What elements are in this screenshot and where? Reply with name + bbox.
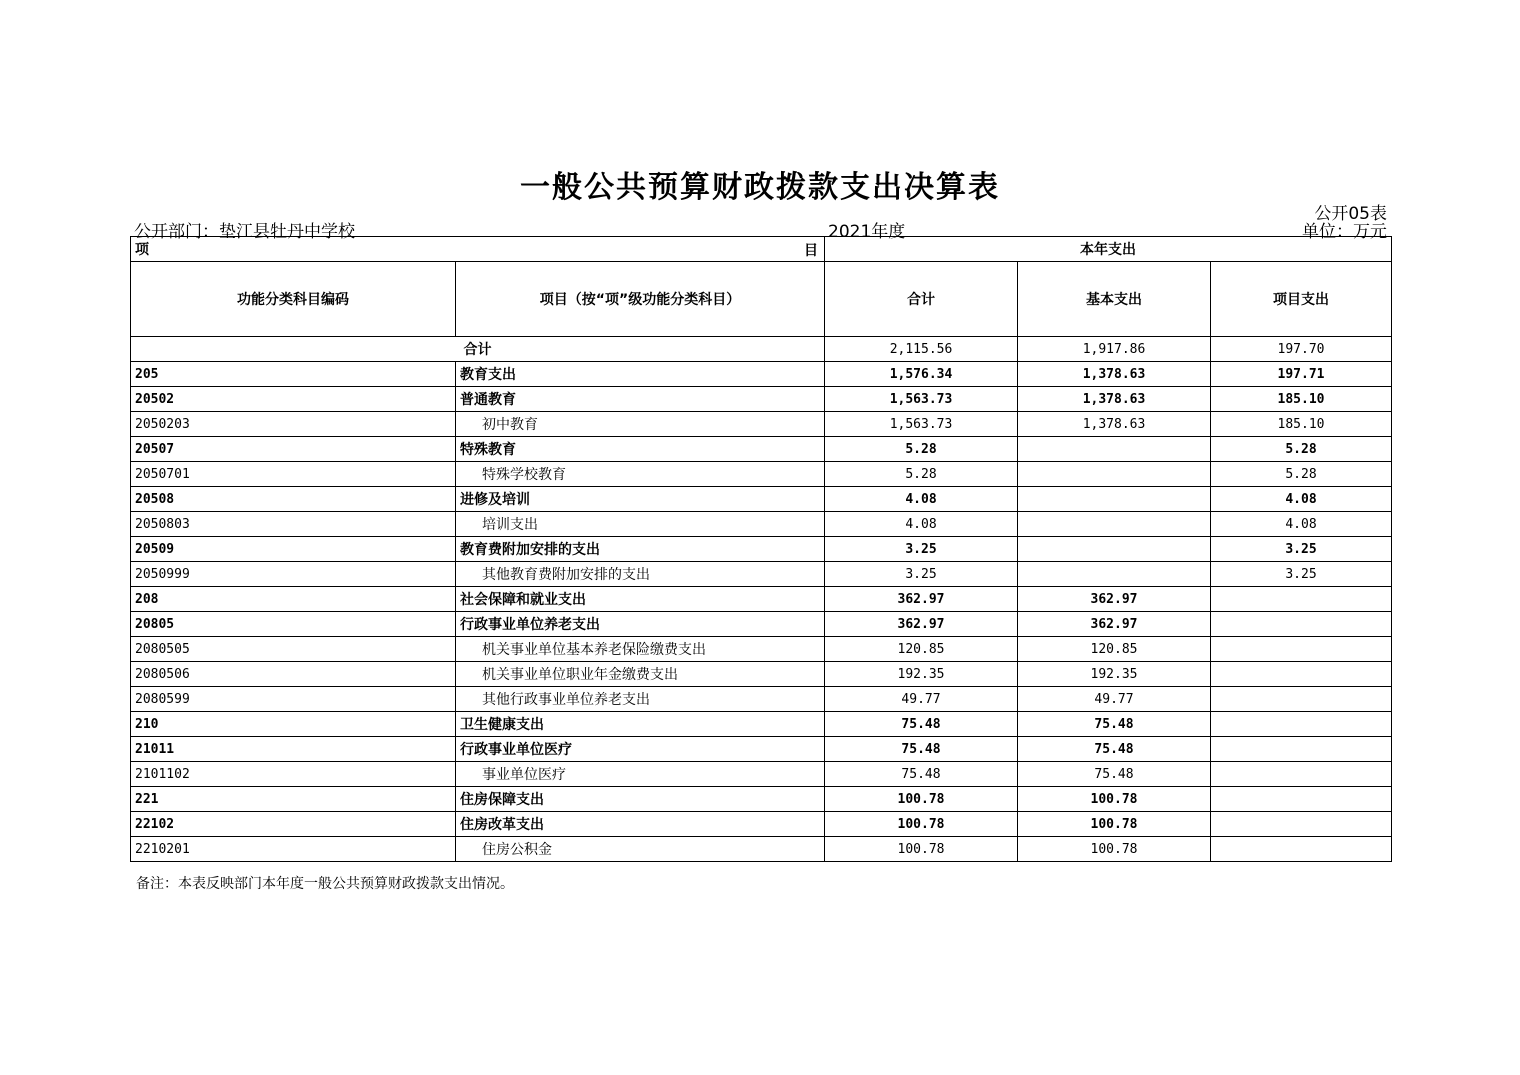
row-code: 21011: [131, 737, 456, 762]
row-code: 20502: [131, 387, 456, 412]
row-total: 1,563.73: [825, 387, 1018, 412]
unit-label: 单位：万元: [1302, 222, 1387, 242]
row-basic: [1018, 562, 1211, 587]
row-project: 3.25: [1211, 562, 1392, 587]
row-total: 362.97: [825, 587, 1018, 612]
row-basic: 49.77: [1018, 687, 1211, 712]
row-project: 197.71: [1211, 362, 1392, 387]
row-name: 其他行政事业单位养老支出: [456, 687, 825, 712]
row-name: 教育支出: [456, 362, 825, 387]
row-name: 卫生健康支出: [456, 712, 825, 737]
row-total: 192.35: [825, 662, 1018, 687]
row-project: [1211, 812, 1392, 837]
table-row: [131, 762, 1392, 787]
table-row: [131, 687, 1392, 712]
table-row: [131, 512, 1392, 537]
row-project: [1211, 587, 1392, 612]
row-name: 住房保障支出: [456, 787, 825, 812]
header-name: 项目（按“项”级功能分类科目）: [456, 262, 825, 337]
row-name: 普通教育: [456, 387, 825, 412]
row-project: [1211, 612, 1392, 637]
row-code: 2050203: [131, 412, 456, 437]
row-project: [1211, 637, 1392, 662]
row-name: 初中教育: [456, 412, 825, 437]
header-item-right: 目: [804, 243, 818, 259]
row-project: [1211, 662, 1392, 687]
row-total: 49.77: [825, 687, 1018, 712]
row-basic: 75.48: [1018, 737, 1211, 762]
expenditure-table: [130, 236, 1392, 862]
row-code: 20508: [131, 487, 456, 512]
table-row: [131, 812, 1392, 837]
header-row-2: [131, 262, 1392, 337]
row-basic: 1,378.63: [1018, 387, 1211, 412]
row-code: 208: [131, 587, 456, 612]
row-total: 362.97: [825, 612, 1018, 637]
row-basic: [1018, 537, 1211, 562]
table-row: [131, 737, 1392, 762]
row-name: 住房公积金: [456, 837, 825, 862]
table-row: [131, 612, 1392, 637]
row-code: 205: [131, 362, 456, 387]
row-code: 2050803: [131, 512, 456, 537]
row-total: 100.78: [825, 787, 1018, 812]
table-row: [131, 387, 1392, 412]
header-project: 项目支出: [1211, 262, 1392, 337]
row-total: 5.28: [825, 462, 1018, 487]
row-basic: 100.78: [1018, 812, 1211, 837]
table-row: [131, 837, 1392, 862]
row-code: 2080599: [131, 687, 456, 712]
row-name: 培训支出: [456, 512, 825, 537]
row-project: 5.28: [1211, 462, 1392, 487]
row-project: [1211, 762, 1392, 787]
row-basic: 192.35: [1018, 662, 1211, 687]
row-code: 20509: [131, 537, 456, 562]
total-row-total: 2,115.56: [825, 337, 1018, 362]
row-code: 221: [131, 787, 456, 812]
row-code: 210: [131, 712, 456, 737]
row-total: 75.48: [825, 712, 1018, 737]
total-row-project: 197.70: [1211, 337, 1392, 362]
table-row: [131, 587, 1392, 612]
table-row: [131, 712, 1392, 737]
row-total: 5.28: [825, 437, 1018, 462]
row-project: 185.10: [1211, 387, 1392, 412]
form-number: 公开05表: [1314, 204, 1387, 224]
row-total: 3.25: [825, 537, 1018, 562]
row-basic: [1018, 462, 1211, 487]
row-basic: 75.48: [1018, 762, 1211, 787]
row-total: 100.78: [825, 812, 1018, 837]
header-current-year: 本年支出: [825, 237, 1392, 262]
row-code: 2080506: [131, 662, 456, 687]
row-name: 住房改革支出: [456, 812, 825, 837]
table-row: [131, 487, 1392, 512]
row-name: 其他教育费附加安排的支出: [456, 562, 825, 587]
page-title: 一般公共预算财政拨款支出决算表: [520, 170, 1000, 205]
row-name: 教育费附加安排的支出: [456, 537, 825, 562]
row-total: 3.25: [825, 562, 1018, 587]
row-code: 20507: [131, 437, 456, 462]
table-row: [131, 412, 1392, 437]
year-label: 2021年度: [828, 222, 906, 242]
table-row: [131, 537, 1392, 562]
department-label: 公开部门：垫江县牡丹中学校: [134, 222, 355, 242]
row-project: 185.10: [1211, 412, 1392, 437]
header-row-1: [131, 237, 1392, 262]
row-basic: [1018, 512, 1211, 537]
row-name: 特殊教育: [456, 437, 825, 462]
row-name: 进修及培训: [456, 487, 825, 512]
row-project: 3.25: [1211, 537, 1392, 562]
row-basic: 1,378.63: [1018, 362, 1211, 387]
table-row: [131, 787, 1392, 812]
total-row-label: 合计: [131, 337, 825, 362]
row-project: 4.08: [1211, 512, 1392, 537]
row-name: 社会保障和就业支出: [456, 587, 825, 612]
row-total: 4.08: [825, 487, 1018, 512]
footnote: 备注：本表反映部门本年度一般公共预算财政拨款支出情况。: [136, 876, 514, 892]
row-basic: [1018, 487, 1211, 512]
total-row: [131, 337, 1392, 362]
row-name: 机关事业单位职业年金缴费支出: [456, 662, 825, 687]
row-basic: 100.78: [1018, 787, 1211, 812]
row-basic: 75.48: [1018, 712, 1211, 737]
row-code: 20805: [131, 612, 456, 637]
header-basic: 基本支出: [1018, 262, 1211, 337]
row-code: 2050999: [131, 562, 456, 587]
row-name: 特殊学校教育: [456, 462, 825, 487]
row-project: [1211, 712, 1392, 737]
row-total: 4.08: [825, 512, 1018, 537]
row-basic: [1018, 437, 1211, 462]
row-total: 1,563.73: [825, 412, 1018, 437]
row-basic: 362.97: [1018, 587, 1211, 612]
row-code: 2050701: [131, 462, 456, 487]
header-code: 功能分类科目编码: [131, 262, 456, 337]
row-project: 4.08: [1211, 487, 1392, 512]
row-total: 75.48: [825, 762, 1018, 787]
row-total: 75.48: [825, 737, 1018, 762]
row-total: 1,576.34: [825, 362, 1018, 387]
row-total: 120.85: [825, 637, 1018, 662]
row-code: 2080505: [131, 637, 456, 662]
row-name: 行政事业单位医疗: [456, 737, 825, 762]
row-project: [1211, 837, 1392, 862]
table-row: [131, 662, 1392, 687]
header-item-left: 项: [135, 242, 149, 258]
row-code: 2101102: [131, 762, 456, 787]
header-item: [131, 237, 825, 262]
total-row-basic: 1,917.86: [1018, 337, 1211, 362]
row-name: 行政事业单位养老支出: [456, 612, 825, 637]
table-row: [131, 562, 1392, 587]
row-total: 100.78: [825, 837, 1018, 862]
table-row: [131, 637, 1392, 662]
row-basic: 120.85: [1018, 637, 1211, 662]
row-code: 2210201: [131, 837, 456, 862]
row-basic: 100.78: [1018, 837, 1211, 862]
table-row: [131, 362, 1392, 387]
row-project: [1211, 787, 1392, 812]
header-total: 合计: [825, 262, 1018, 337]
row-name: 机关事业单位基本养老保险缴费支出: [456, 637, 825, 662]
table-row: [131, 437, 1392, 462]
row-basic: 362.97: [1018, 612, 1211, 637]
row-project: [1211, 737, 1392, 762]
row-project: 5.28: [1211, 437, 1392, 462]
row-name: 事业单位医疗: [456, 762, 825, 787]
table-row: [131, 462, 1392, 487]
row-code: 22102: [131, 812, 456, 837]
row-project: [1211, 687, 1392, 712]
row-basic: 1,378.63: [1018, 412, 1211, 437]
